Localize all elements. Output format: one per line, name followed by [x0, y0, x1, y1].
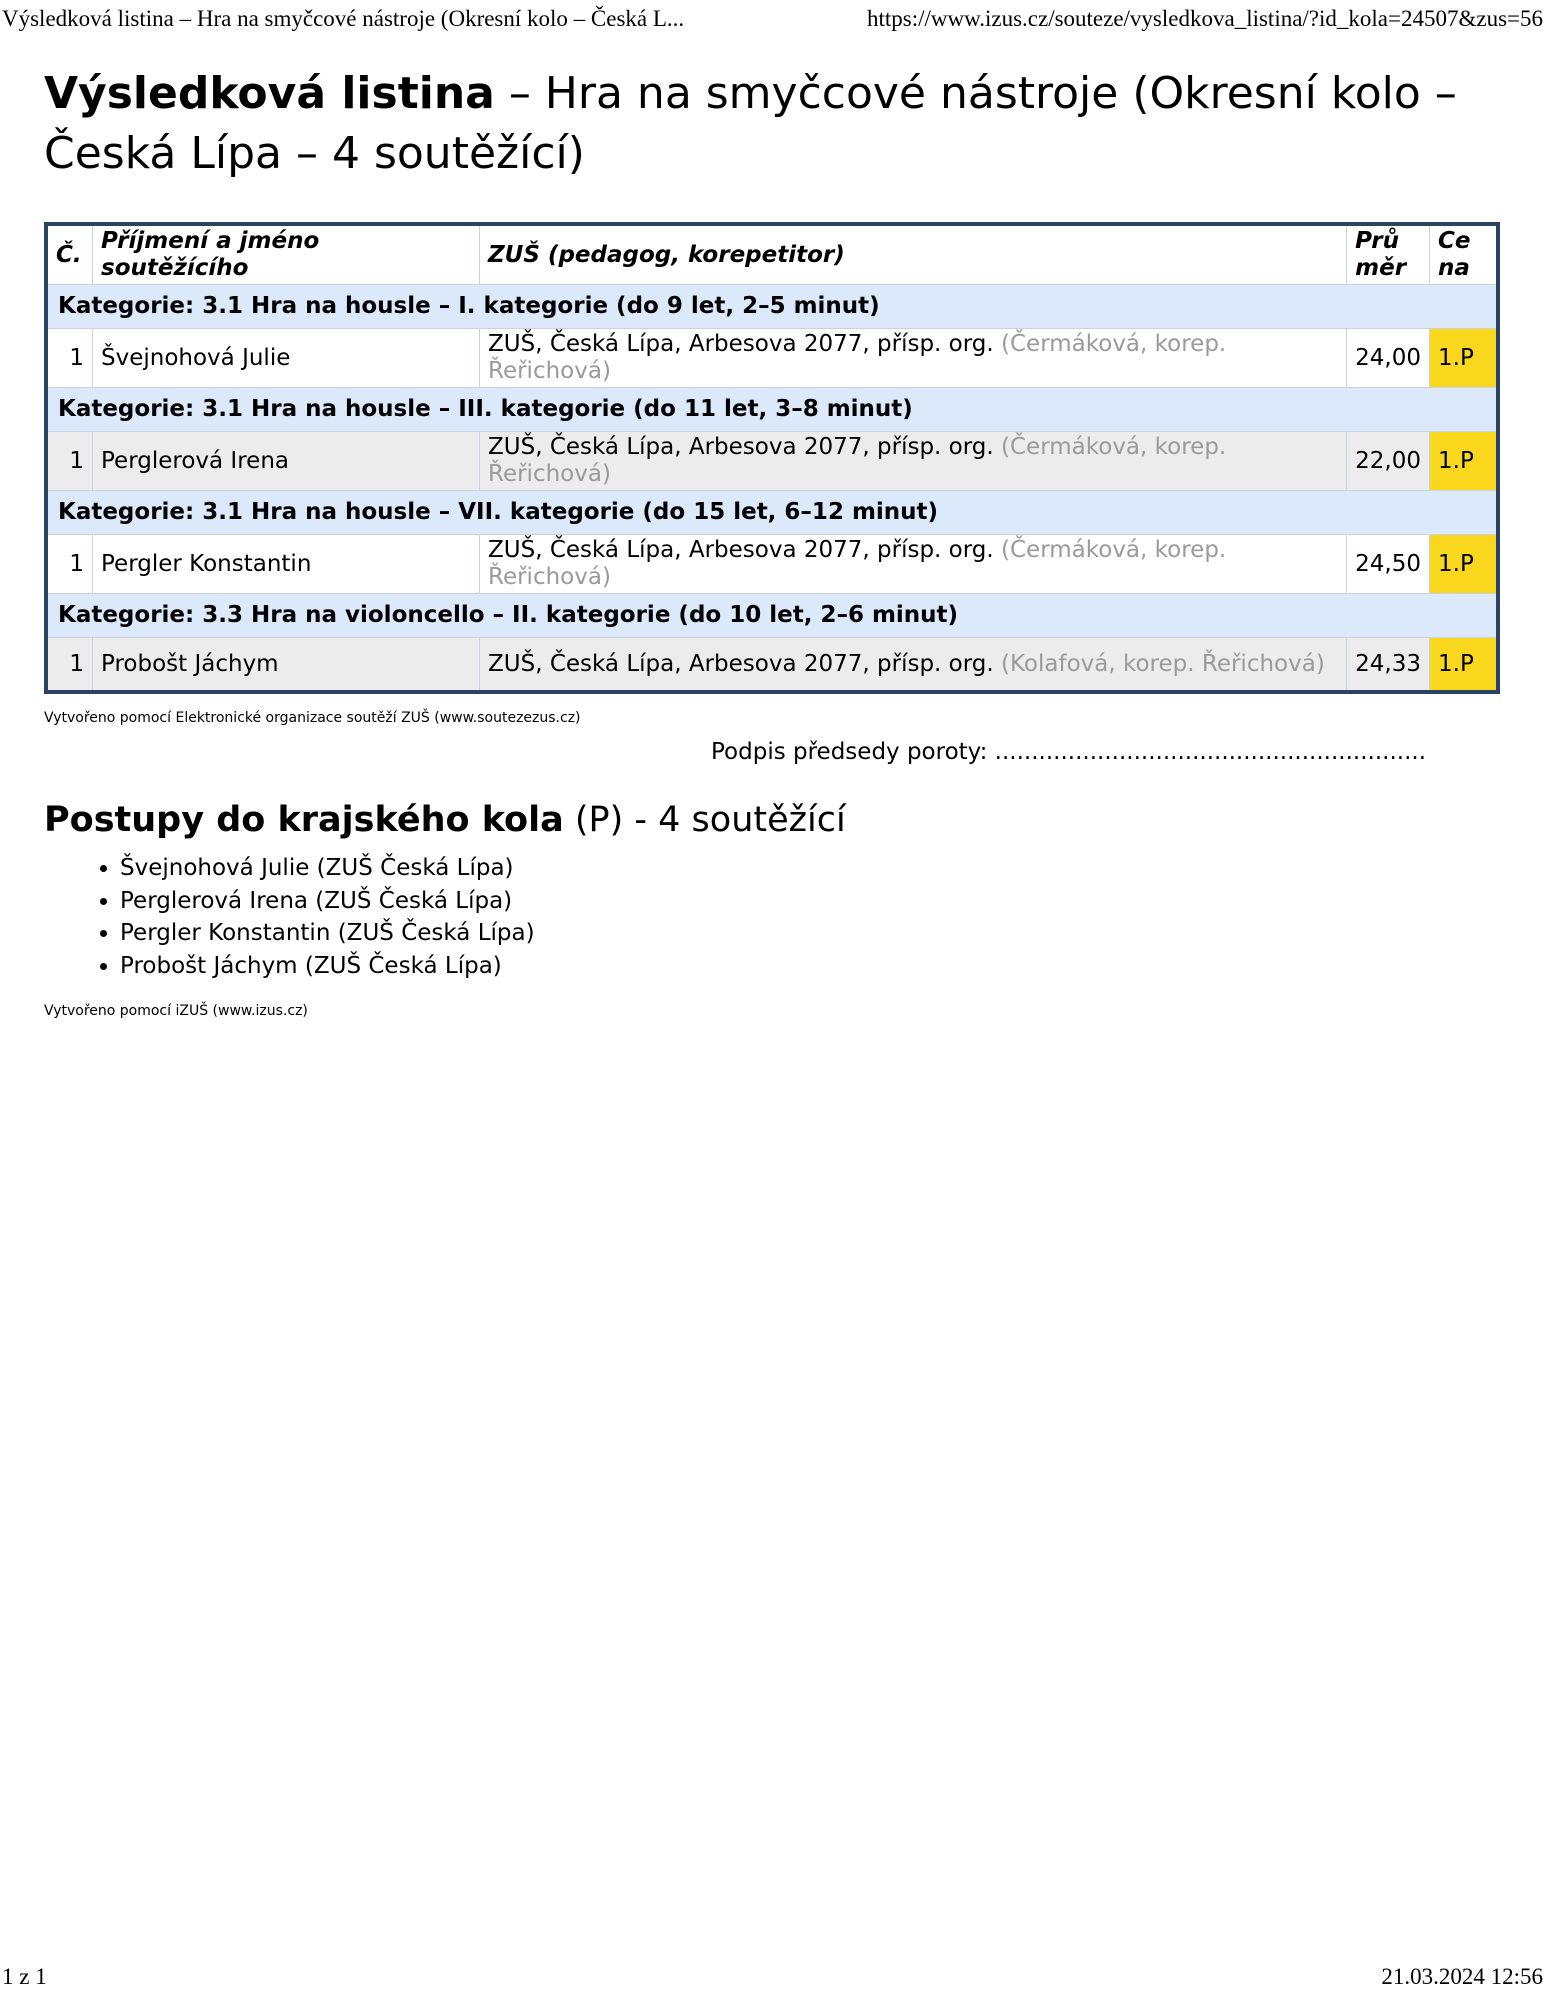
print-header-title: Výsledková listina – Hra na smyčcové nástroje (Okresní kolo – Česká L... [2, 6, 685, 31]
print-datetime: 21.03.2024 12:56 [1381, 1964, 1543, 1989]
row-school-cell [480, 535, 1347, 594]
category-row [46, 388, 1498, 432]
category-label: Kategorie: 3.1 Hra na housle – III. kategorie (do 11 let, 3–8 minut) [46, 388, 1498, 432]
row-name: Perglerová Irena [93, 432, 480, 491]
advancement-list [76, 852, 535, 982]
print-header-url: https://www.izus.cz/souteze/vysledkova_listina/?id_kola=24507&zus=56 [866, 6, 1543, 31]
category-row [46, 594, 1498, 638]
row-score: 24,50 [1347, 535, 1430, 594]
row-name: Švejnohová Julie [93, 329, 480, 388]
table-header-row [46, 224, 1498, 285]
row-teachers: (Kolafová, korep. Řeřichová) [993, 650, 1325, 677]
row-school: ZUŠ, Česká Lípa, Arbesova 2077, přísp. org. [488, 537, 994, 563]
advancement-title-rest: (P) - 4 soutěžící [563, 800, 846, 840]
created-with-izus-note: Vytvořeno pomocí iZUŠ (www.izus.cz) [44, 1003, 308, 1019]
header-score: Prů měr [1347, 224, 1430, 285]
table-row [46, 329, 1498, 388]
row-num: 1 [46, 432, 93, 491]
category-label: Kategorie: 3.1 Hra na housle – I. kategorie (do 9 let, 2–5 minut) [46, 285, 1498, 329]
row-prize-badge: 1.P [1430, 638, 1499, 693]
header-num: Č. [46, 224, 93, 285]
row-num: 1 [46, 638, 93, 693]
category-label: Kategorie: 3.3 Hra na violoncello – II. kategorie (do 10 let, 2–6 minut) [46, 594, 1498, 638]
row-school-cell [480, 432, 1347, 491]
table-row [46, 535, 1498, 594]
advancement-title-strong: Postupy do krajského kola [44, 800, 564, 840]
results-table [44, 222, 1500, 694]
header-name: Příjmení a jméno soutěžícího [93, 224, 480, 285]
row-prize-badge: 1.P [1430, 535, 1499, 594]
row-teachers: (Čermáková, korep. Řeřichová) [488, 434, 1227, 487]
row-score: 24,33 [1347, 638, 1430, 693]
category-row [46, 285, 1498, 329]
row-name: Probošt Jáchym [93, 638, 480, 693]
print-footer [0, 1964, 1545, 1994]
row-prize-badge: 1.P [1430, 432, 1499, 491]
row-prize-badge: 1.P [1430, 329, 1499, 388]
list-item: • Perglerová Irena (ZUŠ Česká Lípa) [120, 885, 535, 918]
row-teachers: (Čermáková, korep. Řeřichová) [488, 537, 1227, 590]
row-score: 22,00 [1347, 432, 1430, 491]
page-number: 1 z 1 [2, 1964, 47, 1989]
table-row [46, 432, 1498, 491]
table-row [46, 638, 1498, 693]
row-name: Pergler Konstantin [93, 535, 480, 594]
category-row [46, 491, 1498, 535]
row-school: ZUŠ, Česká Lípa, Arbesova 2077, přísp. org. [488, 331, 994, 357]
row-teachers: (Čermáková, korep. Řeřichová) [488, 331, 1227, 384]
page-title-strong: Výsledková listina [44, 68, 495, 119]
list-item: • Švejnohová Julie (ZUŠ Česká Lípa) [120, 852, 535, 885]
row-school-cell [480, 638, 1347, 693]
header-prize: Ce na [1430, 224, 1499, 285]
row-num: 1 [46, 329, 93, 388]
list-item: • Pergler Konstantin (ZUŠ Česká Lípa) [120, 917, 535, 950]
print-header [0, 6, 1545, 36]
list-item: • Probošt Jáchym (ZUŠ Česká Lípa) [120, 950, 535, 983]
advancement-title [44, 800, 846, 840]
page-title [44, 64, 1464, 184]
created-with-soutezezus-note: Vytvořeno pomocí Elektronické organizace soutěží ZUŠ (www.soutezezus.cz) [44, 710, 581, 726]
row-score: 24,00 [1347, 329, 1430, 388]
row-num: 1 [46, 535, 93, 594]
jury-chair-signature: Podpis předsedy poroty: ........................................................... [711, 739, 1427, 765]
row-school: ZUŠ, Česká Lípa, Arbesova 2077, přísp. org. [488, 434, 994, 460]
row-school: ZUŠ, Česká Lípa, Arbesova 2077, přísp. org. [488, 650, 994, 677]
header-school: ZUŠ (pedagog, korepetitor) [480, 224, 1347, 285]
page-title-rest: – Hra na smyčcové nástroje (Okresní kolo – Česká Lípa – 4 soutěžící) [44, 68, 1457, 179]
row-school-cell [480, 329, 1347, 388]
category-label: Kategorie: 3.1 Hra na housle – VII. kategorie (do 15 let, 6–12 minut) [46, 491, 1498, 535]
